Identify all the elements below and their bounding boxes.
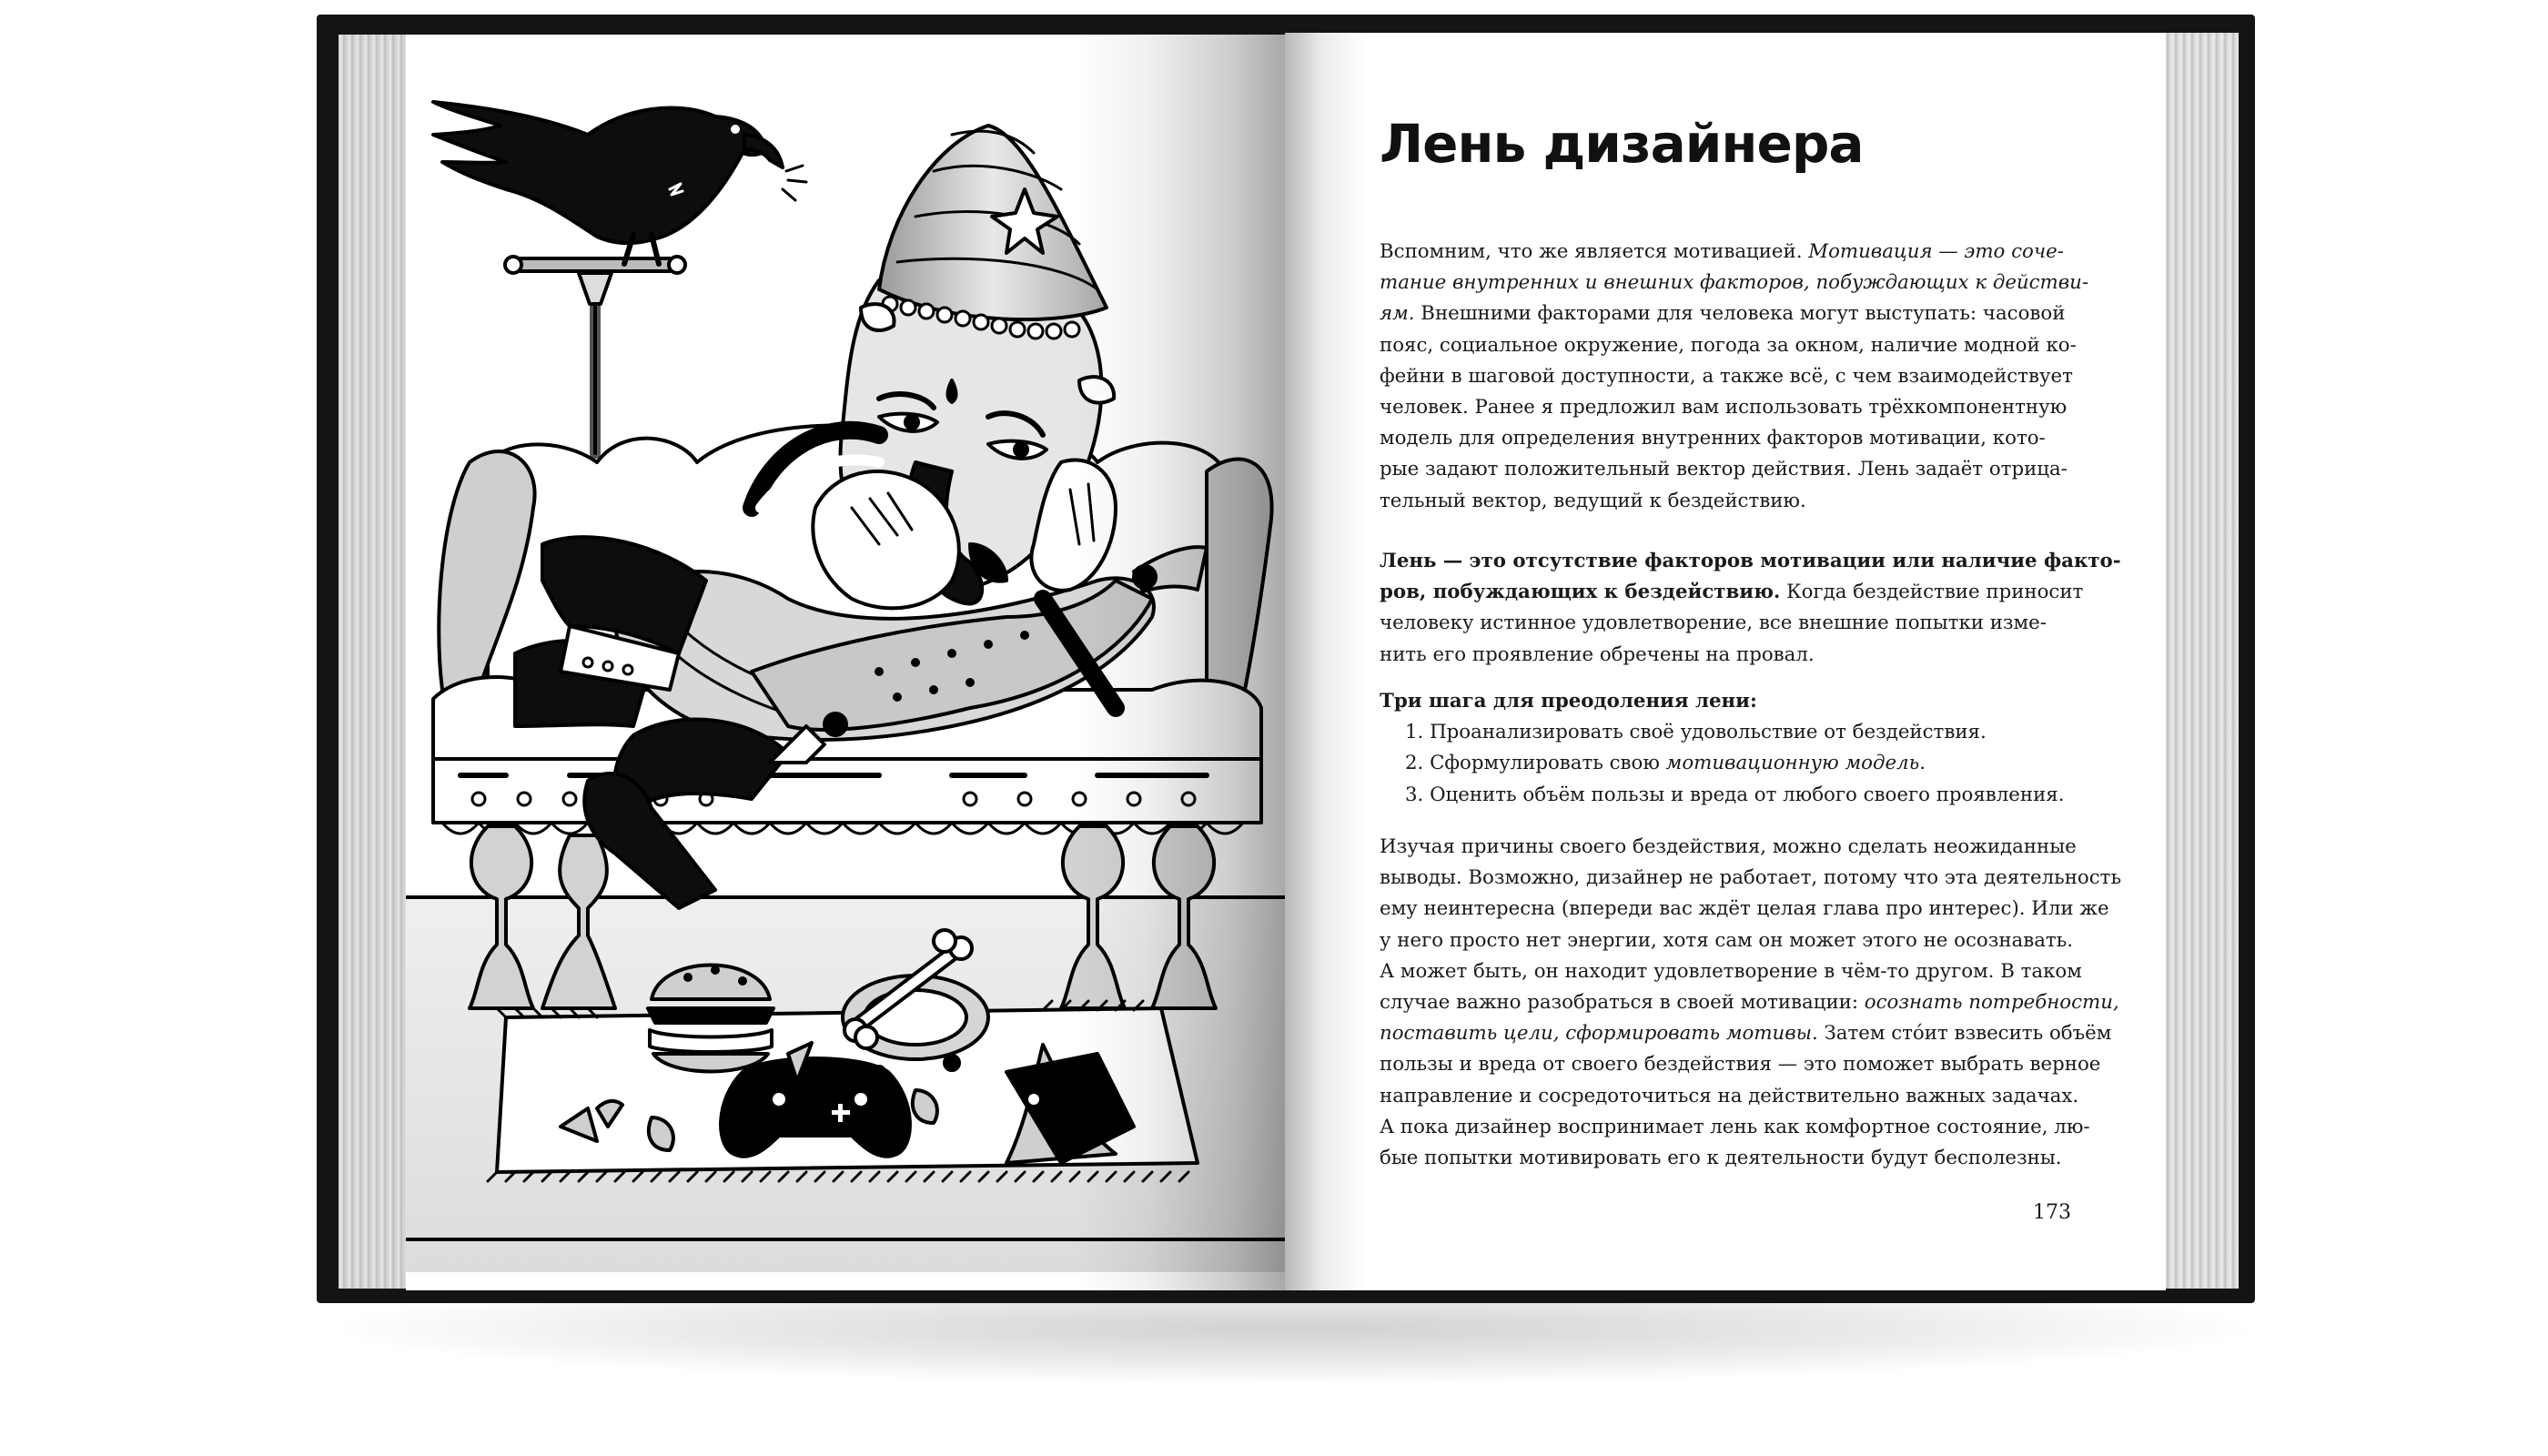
steps-block (1380, 686, 2080, 811)
text-line (1380, 894, 2109, 925)
text-line (1405, 780, 2080, 811)
page-title: Лень дизайнера (1380, 113, 1864, 175)
text-line (1380, 392, 2080, 423)
text-run: Изучая причины своего бездействия, можно сделать неожиданные (1380, 835, 2077, 858)
text-run: . (1919, 752, 1926, 775)
gutter-shadow-right (1285, 33, 1367, 1290)
perch-stand (505, 257, 685, 453)
text-run: Затем стóит взвесить объём (1817, 1022, 2112, 1046)
page-edges-right (2162, 33, 2239, 1289)
text-run: ров, побуждающих к бездействию. (1380, 581, 1781, 604)
text-line (1380, 546, 2121, 577)
text-line (1380, 423, 2080, 454)
text-run: 1. Проанализировать своё удовольствие от бездействия. (1405, 721, 1987, 744)
text-run: Вспомним, что же является мотивацией. (1380, 240, 1809, 263)
text-line (1380, 640, 2080, 671)
text-line (1380, 330, 2080, 361)
text-run: рые задают положительный вектор действия. Лень задаёт отрица- (1380, 458, 2068, 481)
raven (433, 102, 783, 264)
text-run: Когда бездействие приносит (1780, 581, 2084, 604)
caw-lines (783, 166, 806, 200)
text-run: А пока дизайнер воспринимает лень как комфортное состояние, лю- (1380, 1115, 2090, 1138)
page-edges-left (339, 35, 411, 1289)
text-run: тание внутренних и внешних факторов, побуждающих к действи- (1380, 271, 2089, 295)
text-run: фейни в шаговой доступности, а также всё, с чем взаимодействует (1380, 364, 2073, 388)
text-run: нить его проявление обречены на провал. (1380, 642, 1815, 666)
text-run: Лень — это отсутствие факторов мотивации или наличие факто- (1380, 550, 2121, 572)
text-run: модель для определения внутренних факторов мотивации, кото- (1380, 427, 2046, 450)
text-line (1380, 1018, 2112, 1049)
text-run: случае важно разобраться в своей мотивации: (1380, 991, 1865, 1015)
text-line (1380, 268, 2089, 298)
text-run: осознать потребности, (1864, 991, 2119, 1015)
text-run: мотивационную модель (1665, 752, 1920, 775)
text-run: 2. Сформулировать свою (1405, 752, 1666, 775)
paragraph-motivation (1380, 237, 2089, 517)
text-run: у него просто нет энергии, хотя сам он может этого не осознавать. (1380, 928, 2074, 952)
text-run: тельный вектор, ведущий к бездействию. (1380, 489, 1806, 512)
text-run: бые попытки мотивировать его к деятельности будут бесполезны. (1380, 1147, 2062, 1170)
text-line (1380, 298, 2080, 329)
text-run: пояс, социальное окружение, погода за окном, наличие модной ко- (1380, 333, 2077, 357)
text-line (1380, 1049, 2101, 1080)
text-line (1380, 863, 2122, 894)
text-run: пользы и вреда от своего бездействия — это поможет выбрать верное (1380, 1053, 2101, 1077)
text-line (1380, 832, 2080, 863)
paragraph-causes (1380, 832, 2122, 1174)
steps-list (1405, 717, 2080, 811)
text-run: А может быть, он находит удовлетворение в чём-то другом. В таком (1380, 959, 2082, 983)
text-run: направление и сосредоточиться на действительно важных задачах. (1380, 1084, 2079, 1107)
text-line (1380, 486, 2080, 517)
text-line (1380, 987, 2119, 1018)
steps-title: Три шага для преодоления лени: (1380, 690, 1757, 713)
text-run: человеку истинное удовлетворение, все внешние попытки изме- (1380, 612, 2047, 635)
text-line (1380, 925, 2080, 956)
text-run: ему неинтересна (впереди вас ждёт целая глава про интерес). Или же (1380, 897, 2109, 921)
gutter-shadow-left (1074, 35, 1285, 1290)
text-line (1380, 577, 2084, 608)
paragraph-laziness-definition (1380, 546, 2121, 671)
text-line (1380, 454, 2080, 485)
text-run: человек. Ранее я предложил вам использовать трёхкомпонентную (1380, 396, 2068, 420)
text-line (1380, 1112, 2090, 1143)
text-run: 3. Оценить объём пользы и вреда от любого своего проявления. (1405, 783, 2065, 806)
text-line (1380, 608, 2080, 639)
text-line (1380, 1081, 2080, 1112)
burger (648, 966, 774, 1072)
text-line (1380, 1143, 2080, 1174)
text-line (1380, 237, 2080, 268)
text-line (1380, 361, 2080, 392)
text-run: поставить цели, сформировать мотивы. (1380, 1022, 1818, 1046)
page-number: 173 (2033, 1201, 2071, 1224)
text-line (1405, 717, 2080, 748)
text-line (1380, 956, 2080, 987)
text-line (1405, 748, 2080, 779)
text-run: Внешними факторами для человека могут выступать: часовой (1414, 302, 2066, 326)
text-run: Мотивация — это сочe- (1808, 240, 2064, 263)
text-run: выводы. Возможно, дизайнер не работает, потому что эта деятельность (1380, 866, 2122, 890)
text-run: ям. (1380, 302, 1415, 326)
turban (879, 126, 1107, 319)
